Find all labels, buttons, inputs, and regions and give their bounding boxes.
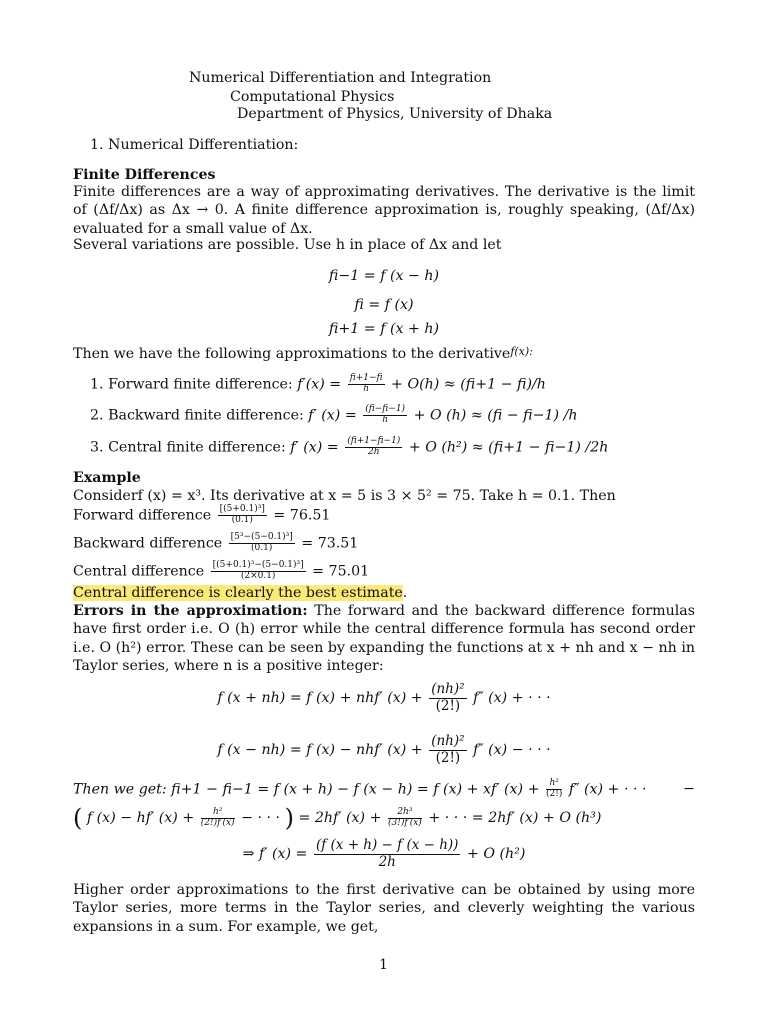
derivation-second-line: [73, 803, 601, 834]
fraction-denominator: (2!): [546, 788, 563, 799]
derivation-part: Then we get: fi+1 − fi−1 = f (x + h) − f (x − h) = f (x) + xf′ (x) +: [73, 781, 540, 798]
item-fraction: [345, 437, 402, 458]
backward-difference-item: [90, 405, 578, 426]
fraction-numerator: (nh)²: [431, 733, 465, 749]
course-name: Computational Physics: [230, 89, 395, 105]
approximations-intro-text: Then we have the following approximations to the derivative: [73, 346, 511, 362]
fraction-denominator: h: [363, 383, 370, 394]
forward-difference-item: [90, 374, 546, 395]
best-estimate-highlight: Central difference is clearly the best estimate: [73, 585, 403, 601]
fraction-numerator: (nh)²: [431, 681, 465, 697]
derivative-result: [0, 838, 768, 870]
central-difference-item: [90, 437, 608, 458]
central-difference-example: [73, 561, 369, 582]
then-we-get-line: [73, 779, 647, 800]
example-result: = 75.01: [312, 563, 370, 580]
approximations-intro: [73, 345, 533, 363]
close-paren: ): [284, 804, 294, 832]
result-lhs: ⇒ f′ (x) =: [242, 846, 308, 863]
item-number: 3.: [90, 439, 104, 456]
example-fraction: [229, 533, 295, 554]
page-number: 1: [379, 957, 389, 973]
fraction-denominator: (3!)f′(x): [387, 817, 422, 828]
example-fraction: [218, 505, 267, 526]
derivation-part: + · · · = 2hf′ (x) + O (h³): [428, 810, 602, 826]
fraction-denominator: h: [382, 414, 389, 425]
derivation-part: f (x) − hf′ (x) +: [86, 810, 195, 826]
fraction-numerator: 2h³: [388, 808, 422, 819]
example-line: Considerf (x) = x³. Its derivative at x = 5 is 3 × 5² = 75. Take h = 0.1. Then: [73, 488, 616, 504]
item-number: 2.: [90, 407, 104, 424]
fraction-numerator: [(5+0.1)³−(5−0.1)³]: [212, 560, 304, 570]
fraction-numerator: [(5+0.1)³]: [219, 504, 265, 514]
document-title: Numerical Differentiation and Integration: [189, 70, 492, 86]
item-rhs: + O(h) ≈ (fi+1 − fi)/h: [391, 376, 546, 393]
example-label: Forward difference: [73, 507, 212, 524]
derivation-part: f″ (x) + · · ·: [568, 781, 647, 798]
open-paren: (: [73, 804, 83, 832]
example-label: Backward difference: [73, 535, 223, 552]
taylor-fraction: [429, 734, 466, 766]
derivation-fraction: [388, 808, 422, 829]
fraction-denominator: (2×0.1): [240, 570, 276, 581]
forward-difference-example: [73, 505, 330, 526]
approximations-intro-math: f(x):: [510, 345, 533, 358]
finite-differences-heading: Finite Differences: [73, 167, 216, 183]
result-fraction: [314, 838, 460, 870]
equation-f-plus: fi+1 = f (x + h): [328, 321, 440, 337]
taylor-expansion-minus: [0, 734, 768, 766]
errors-paragraph: [73, 602, 695, 676]
errors-heading: Errors in the approximation:: [73, 603, 308, 619]
variations-paragraph: Several variations are possible. Use h in place of Δx and let: [73, 237, 502, 253]
backward-difference-example: [73, 533, 358, 554]
item-lhs: f′(x) =: [297, 376, 342, 393]
item-label: Backward finite difference:: [108, 407, 304, 424]
section-item: 1. Numerical Differentiation:: [90, 137, 299, 153]
item-lhs: f′ (x) =: [290, 439, 339, 456]
derivation-part: = 2hf′ (x) +: [298, 810, 382, 826]
taylor-lhs: f (x − nh) = f (x) − nhf′ (x) +: [217, 742, 423, 759]
continuation-minus: −: [683, 781, 695, 797]
fraction-denominator: 2h: [367, 446, 380, 457]
finite-differences-paragraph: Finite differences are a way of approximating derivatives. The derivative is the limit of (Δf/Δx) as Δx → 0. A finite difference approximation is, roughly speaking, (Δf/Δx) evaluated for a small value of Δx.: [73, 184, 695, 237]
item-fraction: [348, 374, 385, 395]
item-label: Central finite difference:: [108, 439, 286, 456]
example-heading: Example: [73, 470, 141, 486]
fraction-numerator: [5³−(5−0.1)³]: [230, 532, 293, 542]
result-rhs: + O (h²): [466, 846, 526, 863]
best-estimate-line: [73, 584, 407, 602]
taylor-rhs: f″ (x) − · · ·: [473, 742, 551, 759]
example-fraction: [211, 561, 306, 582]
best-estimate-period: .: [402, 585, 408, 601]
example-result: = 73.51: [301, 535, 359, 552]
fraction-denominator: (0.1): [231, 514, 253, 525]
item-rhs: + O (h²) ≈ (fi+1 − fi−1) /2h: [408, 439, 609, 456]
taylor-lhs: f (x + nh) = f (x) + nhf′ (x) +: [217, 690, 423, 707]
fraction-denominator: (2!)f′(x): [200, 817, 235, 828]
fraction-numerator: (fi−fi−1): [365, 404, 406, 414]
fraction-denominator: (2!): [435, 697, 461, 714]
example-label: Central difference: [73, 563, 205, 580]
equation-f-i: fi = f (x): [354, 297, 414, 313]
item-rhs: + O (h) ≈ (fi − fi−1) /h: [413, 407, 578, 424]
equation-f-minus: fi−1 = f (x − h): [328, 268, 440, 284]
item-label: Forward finite difference:: [108, 376, 293, 393]
item-fraction: [363, 405, 407, 426]
fraction-numerator: (f (x + h) − f (x − h)): [315, 837, 459, 853]
fraction-numerator: fi+1−fi: [349, 373, 383, 383]
taylor-fraction: [429, 682, 466, 714]
fraction-denominator: (2!): [435, 749, 461, 766]
item-number: 1.: [90, 376, 104, 393]
derivation-fraction: [546, 779, 562, 800]
derivation-part: − · · ·: [241, 810, 281, 826]
errors-text: The forward and the backward difference formulas have first order i.e. O (h) error while the central difference formula has second order i.e. O (h²) error. These can be seen by expanding the functions at x + nh and x − nh in Taylor series, where n is a positive integer:: [73, 603, 695, 675]
fraction-numerator: (fi+1−fi−1): [347, 436, 401, 446]
taylor-rhs: f″ (x) + · · ·: [473, 690, 551, 707]
department-name: Department of Physics, University of Dhaka: [237, 106, 553, 122]
fraction-denominator: 2h: [378, 853, 396, 870]
closing-paragraph: Higher order approximations to the first derivative can be obtained by using more Taylor series, more terms in the Taylor series, and cleverly weighting the various expansions in a sum. For example, we get,: [73, 882, 695, 935]
fraction-numerator: h²: [201, 808, 235, 819]
derivation-fraction: [201, 808, 235, 829]
item-lhs: f′ (x) =: [308, 407, 357, 424]
example-result: = 76.51: [273, 507, 331, 524]
taylor-expansion-plus: [0, 682, 768, 714]
fraction-denominator: (0.1): [251, 542, 273, 553]
fraction-numerator: h²: [546, 779, 562, 790]
